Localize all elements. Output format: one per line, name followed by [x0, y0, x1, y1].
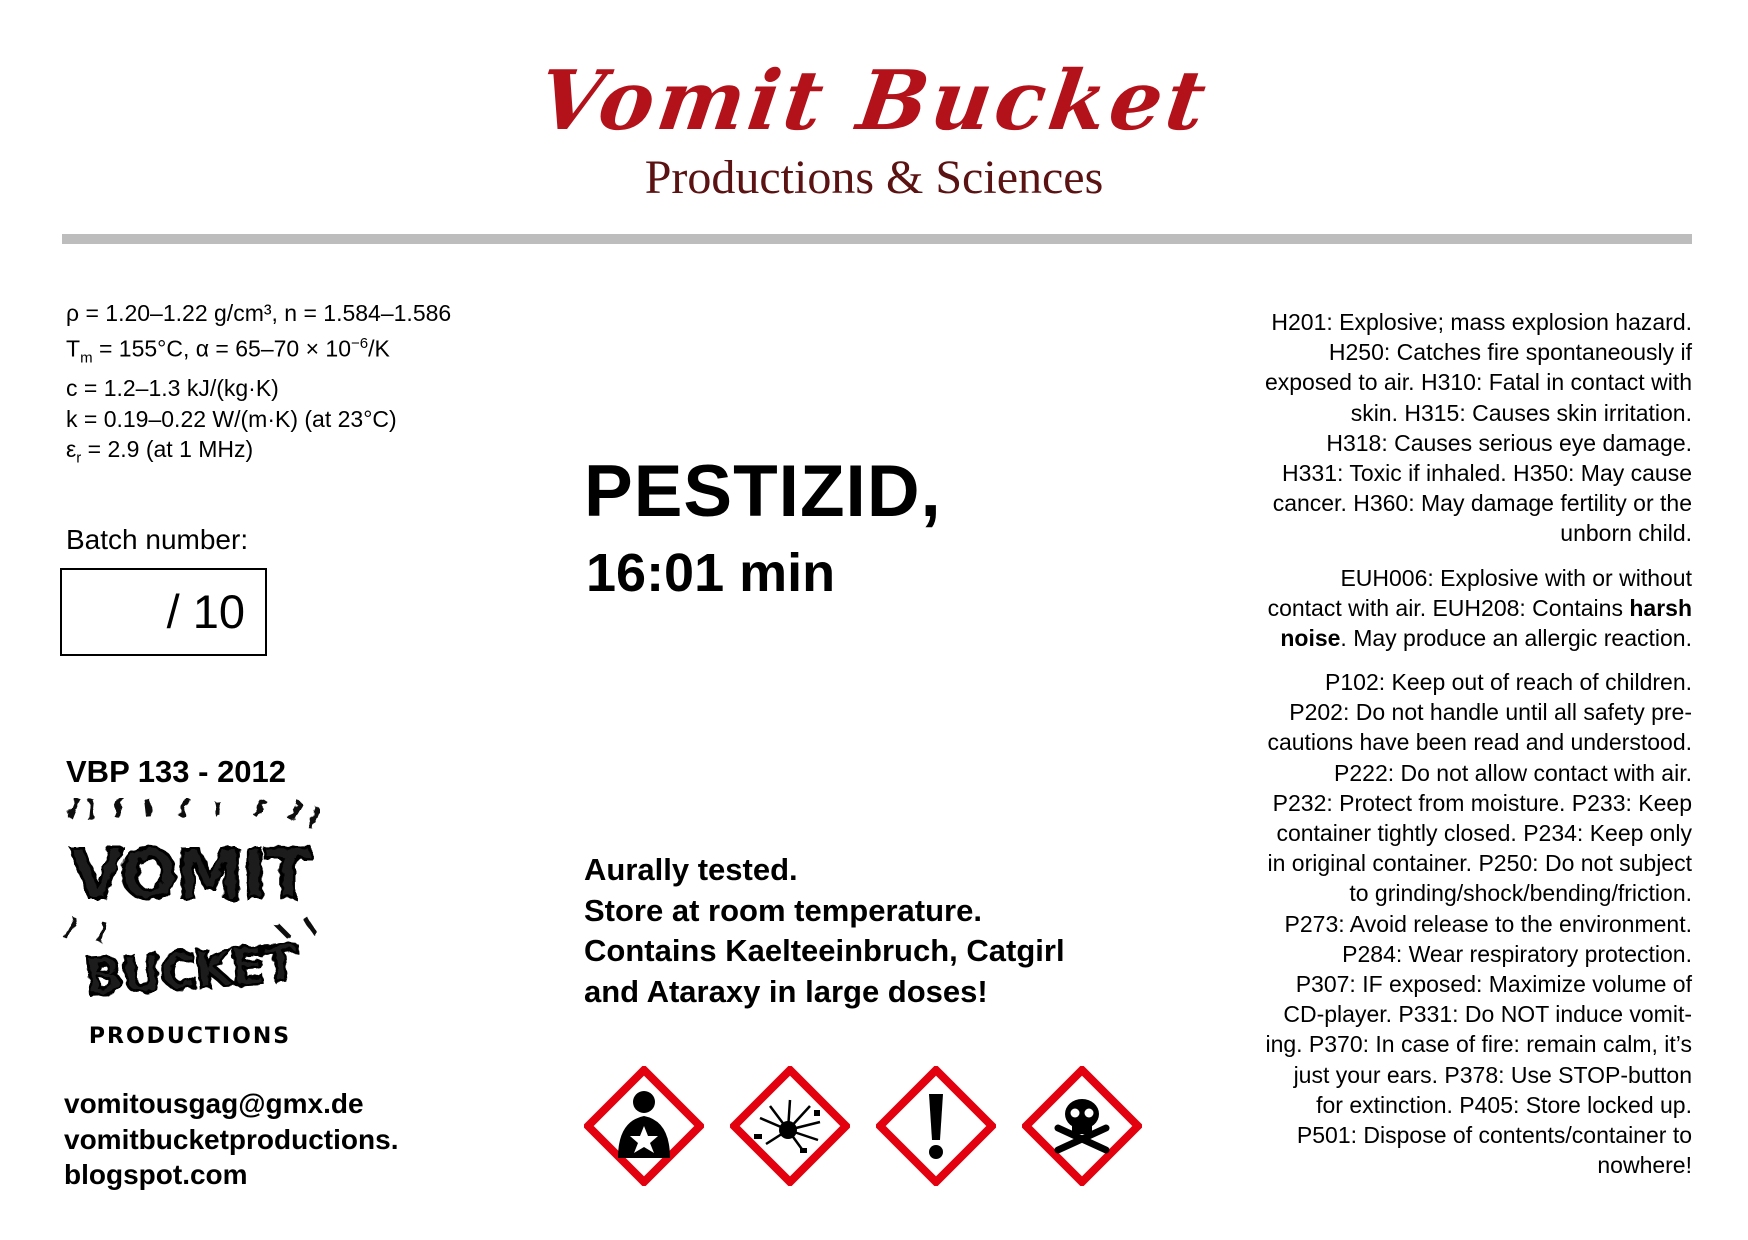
- note-line: Aurally tested.: [584, 852, 798, 887]
- h-line: H318: Causes serious eye damage.: [1326, 429, 1692, 456]
- note-line: Store at room temperature.: [584, 892, 982, 928]
- contact-email: vomitousgag@gmx.de: [64, 1088, 364, 1119]
- vomit-bucket-logo: [60, 798, 320, 1058]
- property-conductivity: k = 0.19–0.22 W/(m·K) (at 23°C): [66, 405, 397, 432]
- property-density-index: ρ = 1.20–1.22 g/cm³, n = 1.584–1.586: [66, 300, 452, 326]
- batch-label: Batch number:: [66, 524, 249, 555]
- note-line: Contains Kaelteeinbruch, Catgirl: [584, 933, 1065, 968]
- storage-notes: [584, 850, 1065, 1012]
- logo-bottom-text: PRODUCTIONS: [88, 1024, 292, 1049]
- p-line: P501: Dispose of contents/container to: [1296, 1122, 1692, 1149]
- p-line: container tightly closed. P234: Keep only: [1276, 820, 1692, 847]
- p-line: cautions have been read and understood.: [1267, 729, 1692, 756]
- batch-number-box: [60, 568, 267, 656]
- exclamation-icon: [876, 1066, 996, 1186]
- property-permittivity: $\varepsilon_r = 2.9$ (at 1 MHz): [66, 436, 254, 467]
- h-line: H331: Toxic if inhaled. H350: May cause: [1282, 460, 1692, 487]
- note-line: and Ataraxy in large doses!: [584, 973, 988, 1009]
- p-line: P202: Do not handle until all safety pre-: [1289, 699, 1692, 726]
- p-line: ing. P370: In case of fire: remain calm, it’s: [1265, 1031, 1692, 1058]
- p-line: just your ears. P378: Use STOP-button: [1293, 1061, 1692, 1088]
- header-divider: [62, 234, 1692, 244]
- h-line: unborn child.: [1560, 520, 1692, 547]
- brand-title: Vomit Bucket: [532, 53, 1216, 149]
- ghs-pictograms: [584, 1066, 1144, 1186]
- h-line: H250: Catches fire spontaneously if: [1328, 339, 1692, 366]
- euh-statements: [1192, 563, 1692, 654]
- euh-line: contact with air. EUH208: Contains harsh: [1267, 595, 1692, 622]
- h-line: cancer. H360: May damage fertility or the: [1272, 490, 1692, 517]
- property-heat-capacity: c = 1.2–1.3 kJ/(kg·K): [66, 375, 279, 402]
- p-line: P284: Wear respiratory protection.: [1342, 940, 1692, 967]
- p-line: P307: IF exposed: Maximize volume of: [1295, 971, 1692, 998]
- physical-properties: [66, 298, 451, 474]
- p-line: CD-player. P331: Do NOT induce vomit-: [1283, 1001, 1692, 1028]
- contact-blog-line1: vomitbucketproductions.: [64, 1123, 399, 1155]
- euh-line: EUH006: Explosive with or without: [1340, 565, 1692, 591]
- explosive-icon: [730, 1066, 850, 1186]
- skull-crossbones-icon: [1022, 1066, 1142, 1186]
- precautionary-statements: [1192, 667, 1692, 1180]
- p-line: to grinding/shock/bending/friction.: [1349, 880, 1692, 907]
- p-line: P273: Avoid release to the environment.: [1284, 910, 1692, 937]
- hazard-statements: [1192, 307, 1692, 549]
- batch-number-value: / 10: [166, 585, 245, 638]
- p-line: in original container. P250: Do not subject: [1267, 850, 1692, 877]
- p-line: P102: Keep out of reach of children.: [1325, 669, 1692, 695]
- p-line: for extinction. P405: Store locked up.: [1316, 1091, 1692, 1118]
- euh-line: noise. May produce an allergic reaction.: [1280, 625, 1692, 652]
- contact-blog-line2: blogspot.com: [64, 1159, 248, 1190]
- release-title: PESTIZID,: [584, 451, 942, 532]
- logo-top-text: VOMIT: [70, 836, 310, 915]
- health-hazard-icon: [584, 1066, 704, 1186]
- p-line: P232: Protect from moisture. P233: Keep: [1272, 789, 1692, 816]
- logo-middle-text: BUCKET: [83, 934, 298, 1008]
- h-line: H201: Explosive; mass explosion hazard.: [1271, 309, 1692, 335]
- property-melting-expansion: $T_m = 155^\circ C$, $\alpha = 65-70 \times 10^{-6}/K$: [66, 334, 390, 366]
- contact-info: [64, 1086, 398, 1193]
- p-line: nowhere!: [1597, 1152, 1692, 1179]
- catalog-number: VBP 133 - 2012: [66, 754, 287, 789]
- brand-subtitle: Productions & Sciences: [644, 151, 1104, 204]
- h-line: skin. H315: Causes skin irritation.: [1350, 399, 1692, 426]
- release-duration: 16:01 min: [586, 543, 836, 603]
- h-line: exposed to air. H310: Fatal in contact with: [1264, 369, 1692, 396]
- p-line: P222: Do not allow contact with air.: [1334, 759, 1692, 786]
